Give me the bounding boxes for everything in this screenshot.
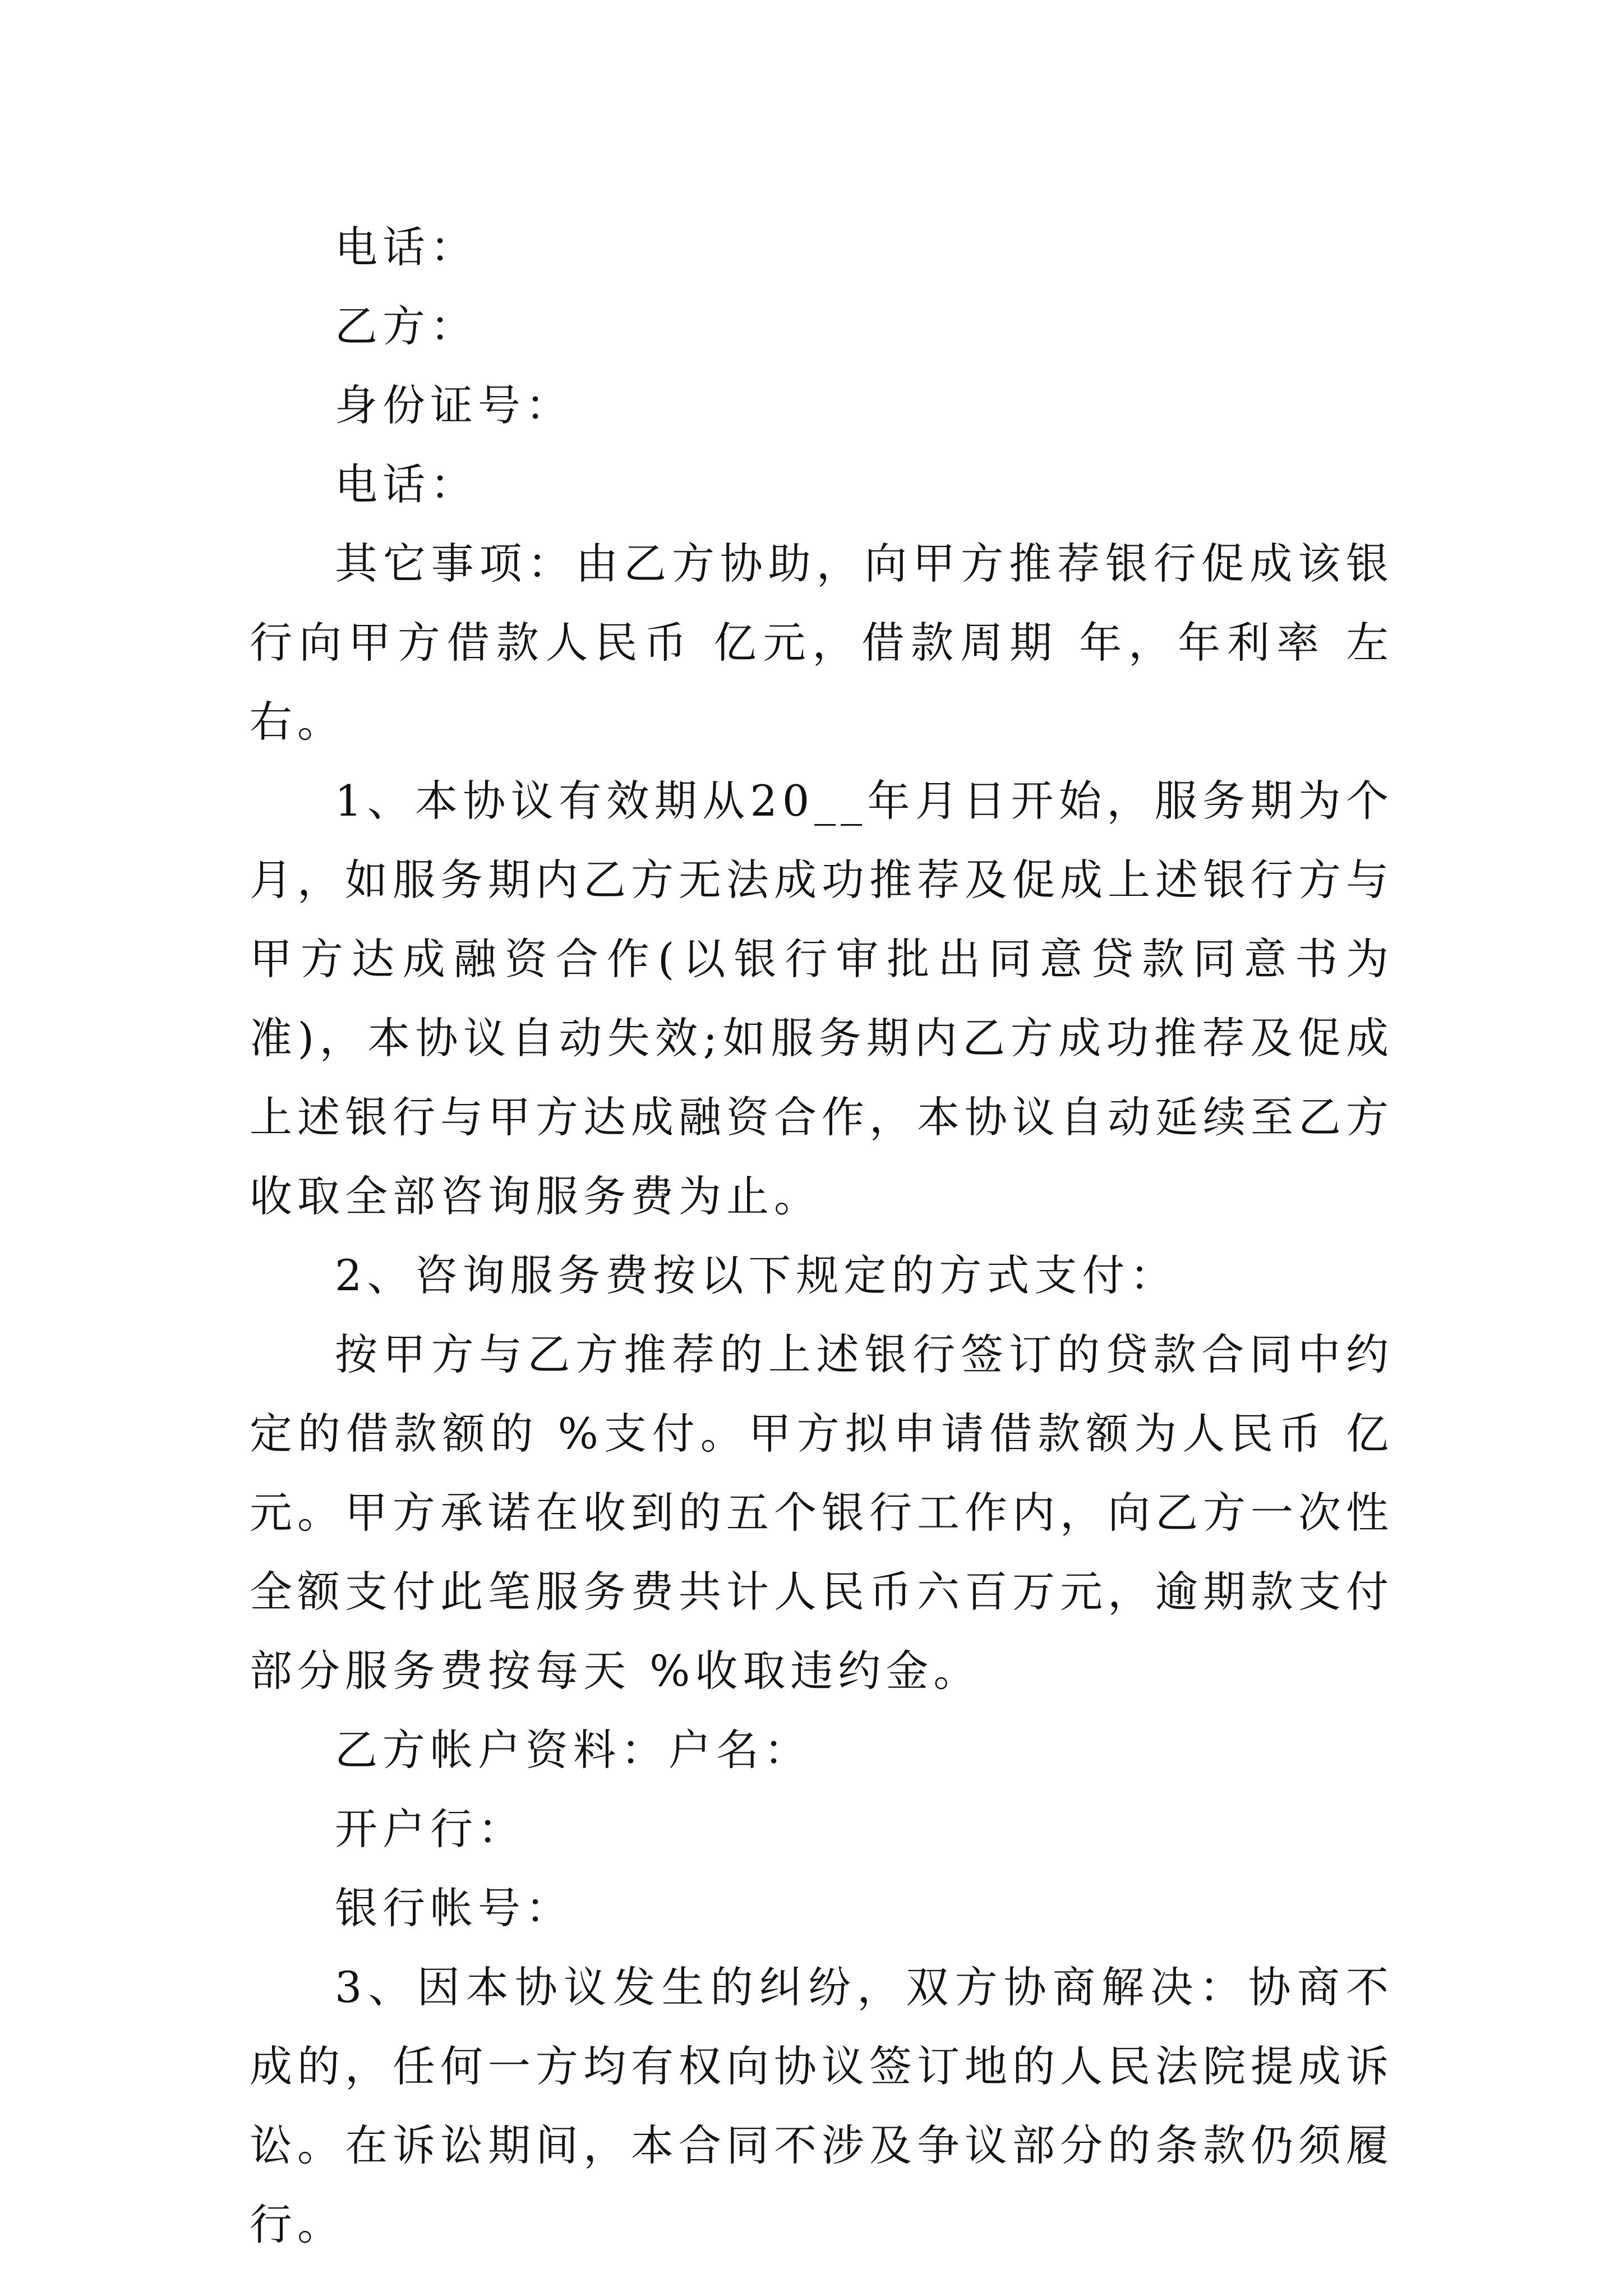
paragraph-other-matters: 其它事项：由乙方协助，向甲方推荐银行促成该银行向甲方借款人民币 亿元，借款周期 年，年利率 左右。 bbox=[250, 539, 1394, 747]
paragraph-bank: 开户行： bbox=[335, 1804, 525, 1854]
document-body bbox=[250, 208, 1394, 2264]
paragraph-clause-3: 3、因本协议发生的纠纷，双方协商解决：协商不成的，任何一方均有权向协议签订地的人民法院提成诉讼。在诉讼期间，本合同不涉及争议部分的条款仍须履行。 bbox=[250, 1962, 1394, 2249]
paragraph-account-number: 银行帐号： bbox=[335, 1883, 573, 1933]
paragraph-phone-b: 电话： bbox=[335, 459, 478, 509]
paragraph-clause-2: 2、咨询服务费按以下规定的方式支付： bbox=[335, 1250, 1178, 1300]
paragraph-payment-terms: 按甲方与乙方推荐的上述银行签订的贷款合同中约定的借款额的 %支付。甲方拟申请借款额为人民币 亿元。甲方承诺在收到的五个银行工作内，向乙方一次性全额支付此笔服务费共计人民币六百万元，逾期款支付部分服务费按每天 %收取违约金。 bbox=[250, 1329, 1394, 1696]
paragraph-clause-1: 1、本协议有效期从20__年月日开始，服务期为个月，如服务期内乙方无法成功推荐及促成上述银行方与甲方达成融资合作(以银行审批出同意贷款同意书为准)，本协议自动失效;如服务期内乙方成功推荐及促成上述银行与甲方达成融资合作，本协议自动延续至乙方收取全部咨询服务费为止。 bbox=[250, 776, 1394, 1221]
paragraph-account-name: 乙方帐户资料：户名： bbox=[335, 1725, 811, 1775]
paragraph-party-b: 乙方： bbox=[335, 301, 478, 351]
paragraph-phone-a: 电话： bbox=[335, 222, 478, 272]
paragraph-id-number: 身份证号： bbox=[335, 380, 573, 430]
